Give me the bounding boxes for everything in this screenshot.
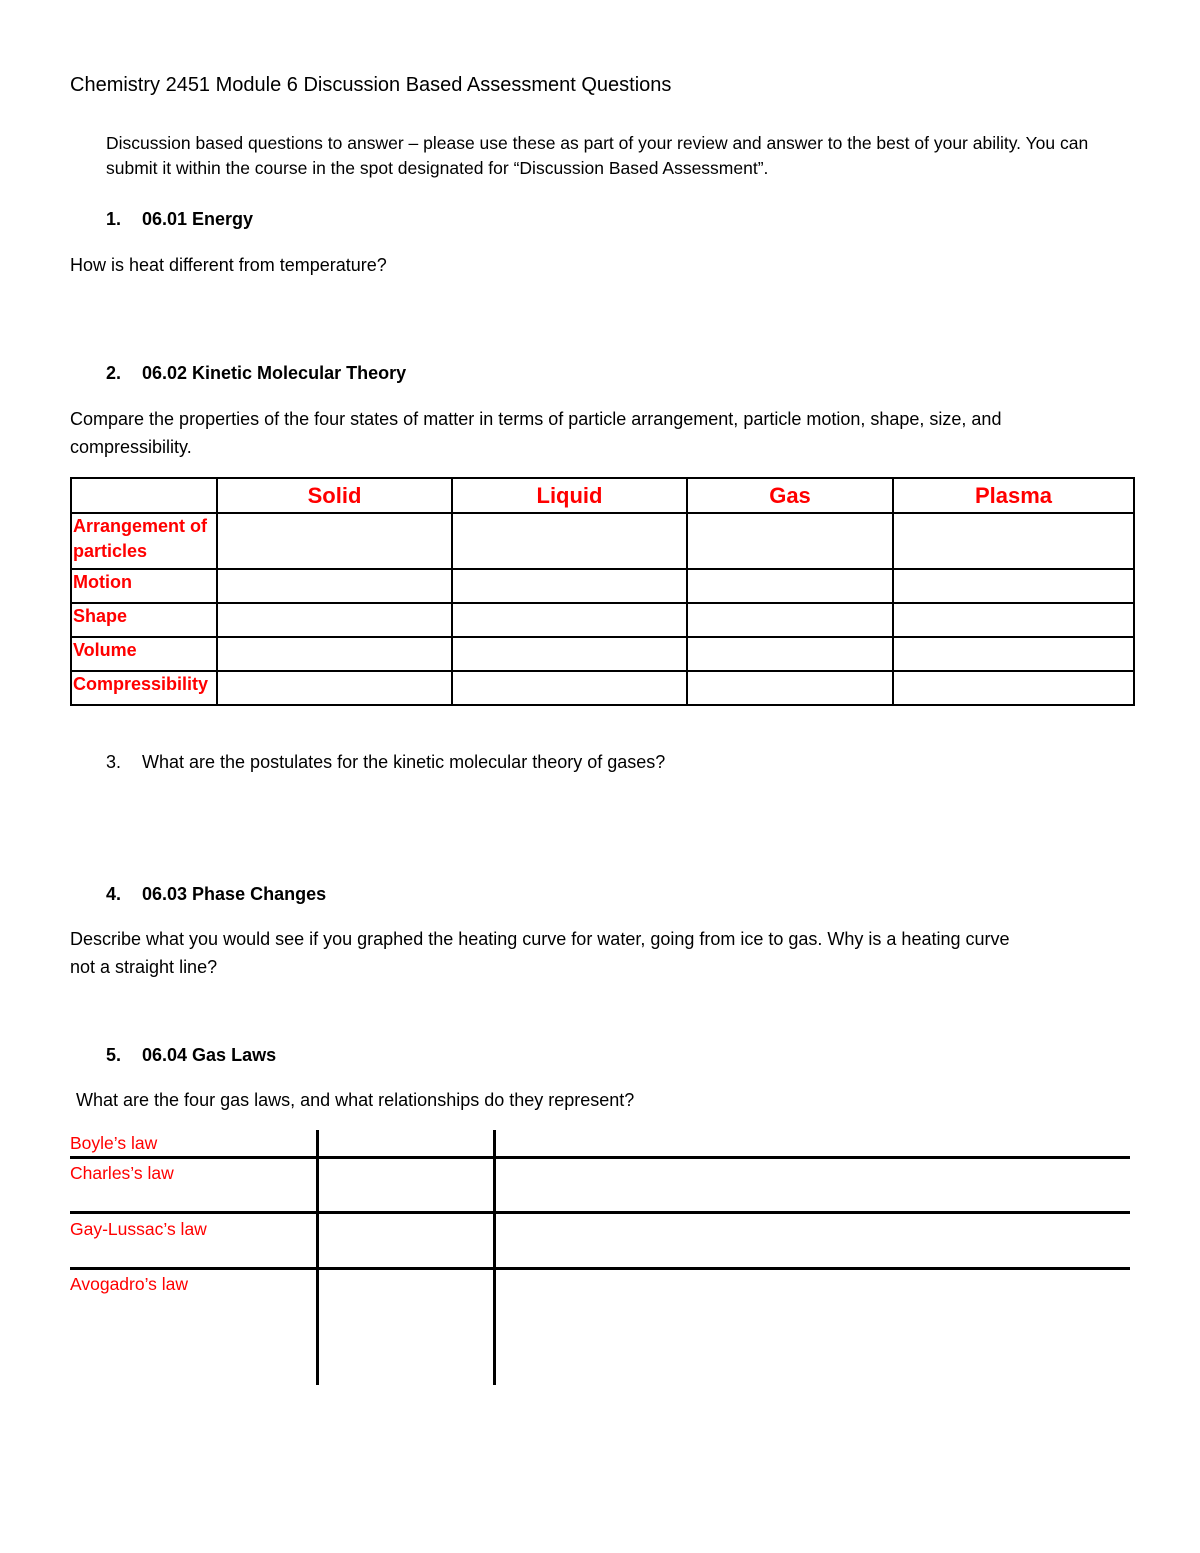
- states-of-matter-table: [70, 477, 1135, 706]
- grid-rule-2: [70, 1211, 1130, 1214]
- answer-cell[interactable]: [687, 637, 893, 671]
- q3-question: What are the postulates for the kinetic molecular theory of gases?: [142, 752, 666, 772]
- q2-heading: [106, 363, 406, 384]
- q4-heading: [106, 884, 326, 905]
- column-header-solid: Solid: [217, 478, 452, 513]
- grid-rule-3: [70, 1267, 1130, 1270]
- q1-question: How is heat different from temperature?: [70, 255, 387, 275]
- answer-cell[interactable]: [217, 513, 452, 569]
- table-row: [71, 569, 1134, 603]
- column-header-liquid: Liquid: [452, 478, 687, 513]
- answer-cell[interactable]: [893, 671, 1134, 705]
- intro-paragraph: Discussion based questions to answer – please use these as part of your review and answer to the best of your ability. You can submit it within the course in the spot designated for “Discussion Based Assessment”.: [106, 133, 1089, 178]
- table-row: [71, 513, 1134, 569]
- answer-cell[interactable]: [893, 513, 1134, 569]
- grid-rule-1: [70, 1156, 1130, 1159]
- row-label-volume: Volume: [71, 637, 217, 671]
- answer-cell[interactable]: [687, 671, 893, 705]
- q5-title: 06.04 Gas Laws: [142, 1045, 277, 1065]
- answer-cell[interactable]: [452, 603, 687, 637]
- q1-title: 06.01 Energy: [142, 209, 254, 229]
- row-label-motion: Motion: [71, 569, 217, 603]
- answer-cell[interactable]: [217, 637, 452, 671]
- answer-cell[interactable]: [687, 603, 893, 637]
- q2-number: 2.: [106, 363, 122, 383]
- q2-title: 06.02 Kinetic Molecular Theory: [142, 363, 407, 383]
- column-header-plasma: Plasma: [893, 478, 1134, 513]
- table-corner-cell: [71, 478, 217, 513]
- answer-cell[interactable]: [452, 513, 687, 569]
- law-label-gay-lussac: Gay-Lussac’s law: [70, 1219, 207, 1239]
- row-label-arrangement: Arrangement of particles: [71, 513, 217, 569]
- column-header-gas: Gas: [687, 478, 893, 513]
- table-row: [71, 603, 1134, 637]
- q3-question-line: [106, 752, 665, 773]
- answer-cell[interactable]: [452, 671, 687, 705]
- table-header-row: [71, 478, 1134, 513]
- row-label-compressibility: Compressibility: [71, 671, 217, 705]
- q4-title: 06.03 Phase Changes: [142, 884, 327, 904]
- answer-cell[interactable]: [452, 637, 687, 671]
- answer-cell[interactable]: [893, 637, 1134, 671]
- q5-question: What are the four gas laws, and what relationships do they represent?: [76, 1090, 635, 1110]
- grid-divider-1: [316, 1130, 319, 1385]
- answer-cell[interactable]: [893, 569, 1134, 603]
- page-title: Chemistry 2451 Module 6 Discussion Based Assessment Questions: [70, 74, 672, 96]
- table-row: [71, 637, 1134, 671]
- q2-question-line2: compressibility.: [70, 437, 192, 457]
- law-label-boyle: Boyle’s law: [70, 1133, 158, 1153]
- q2-question-line1: Compare the properties of the four states of matter in terms of particle arrangement, particle motion, shape, size, and: [70, 409, 1002, 429]
- q4-number: 4.: [106, 884, 122, 904]
- q3-number: 3.: [106, 752, 122, 772]
- row-label-shape: Shape: [71, 603, 217, 637]
- q1-heading: [106, 209, 253, 230]
- q4-question-line2: not a straight line?: [70, 957, 218, 977]
- law-label-avogadro: Avogadro’s law: [70, 1274, 189, 1294]
- answer-cell[interactable]: [452, 569, 687, 603]
- q5-number: 5.: [106, 1045, 122, 1065]
- table-row: [71, 671, 1134, 705]
- answer-cell[interactable]: [893, 603, 1134, 637]
- q1-number: 1.: [106, 209, 122, 229]
- q4-question-line1: Describe what you would see if you graphed the heating curve for water, going from ice to gas. Why is a heating curve: [70, 929, 1010, 949]
- answer-cell[interactable]: [687, 569, 893, 603]
- answer-cell[interactable]: [217, 569, 452, 603]
- law-label-charles: Charles’s law: [70, 1163, 174, 1183]
- q5-heading: [106, 1045, 276, 1066]
- grid-divider-2: [493, 1130, 496, 1385]
- answer-cell[interactable]: [217, 603, 452, 637]
- answer-cell[interactable]: [687, 513, 893, 569]
- answer-cell[interactable]: [217, 671, 452, 705]
